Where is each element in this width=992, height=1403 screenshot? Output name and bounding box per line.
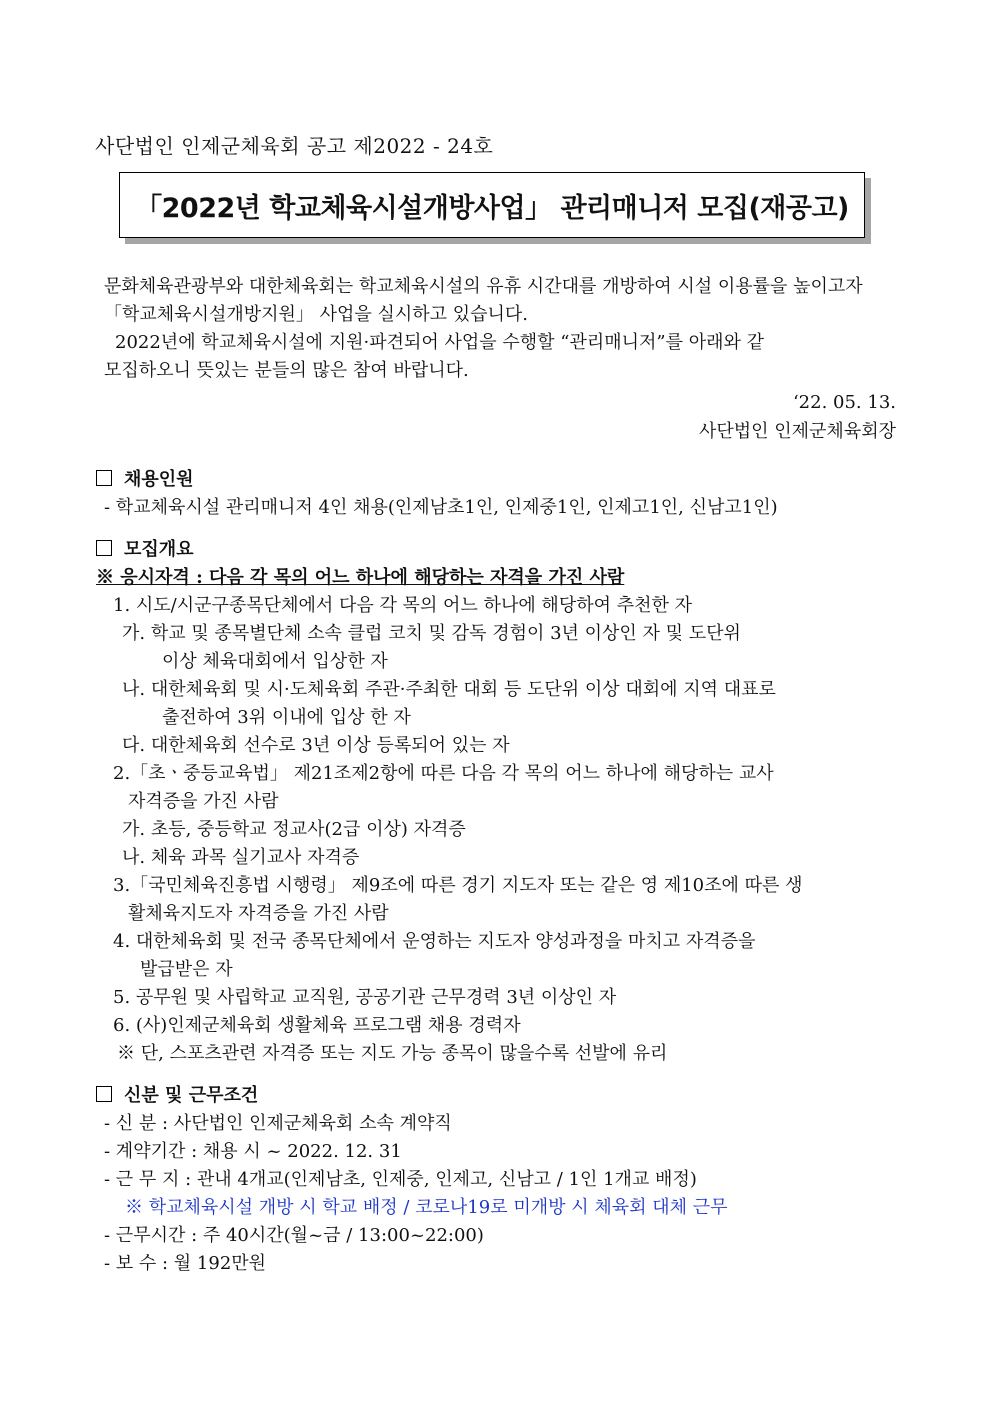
qualification-item: 나. 대한체육회 및 시·도체육회 주관·주최한 대회 등 도단위 이상 대회에 지역 대표로 xyxy=(122,679,776,700)
condition-location-note: ※ 학교체육시설 개방 시 학교 배정 / 코로나19로 미개방 시 체육회 대체 근무 xyxy=(125,1197,728,1218)
qualification-item: 가. 초등, 중등학교 정교사(2급 이상) 자격증 xyxy=(122,819,466,840)
recruitment-detail: - 학교체육시설 관리매니저 4인 채용(인제남초1인, 인제중1인, 인제고1인, 신남고1인) xyxy=(104,497,778,518)
qualification-item: 발급받은 자 xyxy=(140,959,233,980)
document-title: 「2022년 학교체육시설개방사업」 관리매니저 모집(재공고) xyxy=(135,192,849,224)
qualification-item: 2.「초ㆍ중등교육법」 제21조제2항에 따른 다음 각 목의 어느 하나에 해당하는 교사 xyxy=(113,763,774,784)
checkbox-square-icon xyxy=(96,540,112,556)
issuer: 사단법인 인제군체육회장 xyxy=(699,421,896,442)
section-recruitment-title: 채용인원 xyxy=(124,469,194,490)
intro-line-2: 「학교체육시설개방지원」 사업을 실시하고 있습니다. xyxy=(104,304,529,325)
condition-period: - 계약기간 : 채용 시 ~ 2022. 12. 31 xyxy=(104,1141,402,1162)
qualification-item: 1. 시도/시군구종목단체에서 다음 각 목의 어느 하나에 해당하여 추천한 자 xyxy=(113,595,692,616)
title-box xyxy=(119,172,865,238)
qualification-item: 나. 체육 과목 실기교사 자격증 xyxy=(122,847,360,868)
qualification-item: 4. 대한체육회 및 전국 종목단체에서 운영하는 지도자 양성과정을 마치고 자격증을 xyxy=(113,931,756,952)
checkbox-square-icon xyxy=(96,470,112,486)
qualification-item: 3.「국민체육진흥법 시행령」 제9조에 따른 경기 지도자 또는 같은 영 제10조에 따른 생 xyxy=(113,875,803,896)
condition-pay: - 보 수 : 월 192만원 xyxy=(104,1253,267,1274)
intro-line-4: 모집하오니 뜻있는 분들의 많은 참여 바랍니다. xyxy=(104,360,469,381)
notice-number: 사단법인 인제군체육회 공고 제2022 - 24호 xyxy=(95,134,494,158)
section-conditions-title: 신분 및 근무조건 xyxy=(124,1085,259,1106)
section-overview-heading xyxy=(96,538,194,562)
intro-line-1: 문화체육관광부와 대한체육회는 학교체육시설의 유휴 시간대를 개방하여 시설 이용률을 높이고자 xyxy=(104,276,863,297)
checkbox-square-icon xyxy=(96,1086,112,1102)
section-overview-title: 모집개요 xyxy=(124,539,194,560)
qualification-item: 다. 대한체육회 선수로 3년 이상 등록되어 있는 자 xyxy=(122,735,510,756)
condition-location: - 근 무 지 : 관내 4개교(인제남초, 인제중, 인제고, 신남고 / 1인 1개교 배정) xyxy=(104,1169,697,1190)
qualification-item: 출전하여 3위 이내에 입상 한 자 xyxy=(162,707,411,728)
qualification-item: 가. 학교 및 종목별단체 소속 클럽 코치 및 감독 경험이 3년 이상인 자 및 도단위 xyxy=(122,623,741,644)
section-recruitment-heading xyxy=(96,468,194,492)
qualification-note: ※ 단, 스포츠관련 자격증 또는 지도 가능 종목이 많을수록 선발에 유리 xyxy=(117,1043,668,1064)
condition-hours: - 근무시간 : 주 40시간(월~금 / 13:00~22:00) xyxy=(104,1225,484,1246)
qualification-item: 6. (사)인제군체육회 생활체육 프로그램 채용 경력자 xyxy=(113,1015,521,1036)
condition-status: - 신 분 : 사단법인 인제군체육회 소속 계약직 xyxy=(104,1113,452,1134)
qualification-item: 이상 체육대회에서 입상한 자 xyxy=(162,651,388,672)
section-conditions-heading xyxy=(96,1084,258,1108)
qualification-item: 활체육지도자 자격증을 가진 사람 xyxy=(128,903,389,924)
qualification-title: ※ 응시자격 : 다음 각 목의 어느 하나에 해당하는 자격을 가진 사람 xyxy=(96,567,625,588)
qualification-item: 자격증을 가진 사람 xyxy=(128,791,279,812)
intro-line-3: 2022년에 학교체육시설에 지원·파견되어 사업을 수행할 “관리매니저”를 아래와 같 xyxy=(115,332,765,353)
qualification-item: 5. 공무원 및 사립학교 교직원, 공공기관 근무경력 3년 이상인 자 xyxy=(113,987,617,1008)
notice-date: ‘22. 05. 13. xyxy=(792,392,896,413)
